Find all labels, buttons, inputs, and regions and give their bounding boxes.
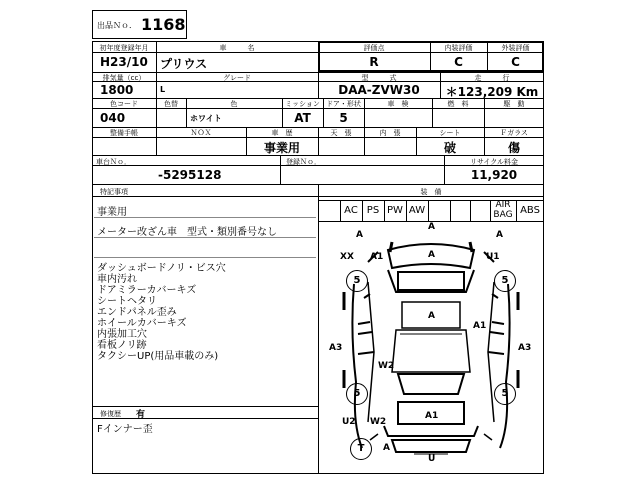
tire-rear-left: 5 bbox=[346, 383, 368, 405]
grade-header: グレード bbox=[223, 74, 251, 82]
mileage-value: ＊123,209 Km bbox=[445, 85, 539, 99]
damage-mark: A bbox=[356, 230, 363, 240]
repair-note: Fインナー歪 bbox=[97, 424, 153, 435]
damage-mark: U1 bbox=[486, 252, 500, 262]
equip-airbag: AIR BAG bbox=[493, 200, 513, 220]
chassis-no-value: -5295128 bbox=[158, 168, 222, 182]
recycle-value: 11,920 bbox=[470, 168, 518, 182]
remark-line: シートヘタリ bbox=[97, 296, 157, 307]
chassis-no-header: 車台Ｎｏ． bbox=[96, 158, 131, 166]
interior-score-header: 内装評価 bbox=[444, 44, 473, 52]
inspection-header: 車 検 bbox=[387, 100, 409, 108]
exterior-score-value: C bbox=[511, 55, 520, 69]
fuel-header: 燃 料 bbox=[447, 100, 469, 108]
remark-line: ドアミラーカバーキズ bbox=[97, 285, 197, 296]
damage-mark: A bbox=[496, 230, 503, 240]
seat-header: シート bbox=[439, 129, 461, 137]
history-value: 事業用 bbox=[263, 141, 300, 155]
mileage-header: 走 行 bbox=[474, 74, 510, 82]
color-swap-header: 色替 bbox=[164, 100, 178, 108]
glass-header: Ｆガラス bbox=[500, 129, 528, 137]
car-name-header: 車 名 bbox=[219, 44, 255, 52]
damage-mark: XX bbox=[340, 252, 354, 262]
color-value: ホワイト bbox=[190, 114, 222, 123]
model-value: DAA-ZVW30 bbox=[338, 83, 420, 97]
color-code-value: 040 bbox=[100, 111, 126, 125]
score-value: R bbox=[369, 55, 379, 69]
lot-number: 1168 bbox=[141, 15, 186, 34]
color-header: 色 bbox=[230, 100, 238, 108]
door-shape-header: ドア・形状 bbox=[326, 100, 361, 108]
interior-score-value: C bbox=[454, 55, 463, 69]
reg-no-header: 登録Ｎｏ． bbox=[286, 158, 321, 166]
equip-ac: AC bbox=[344, 205, 358, 216]
first-reg-header: 初年度登録年月 bbox=[99, 44, 149, 52]
remark-line: 看板ノリ跡 bbox=[97, 340, 147, 351]
damage-mark: A bbox=[383, 443, 390, 453]
tire-front-left: 5 bbox=[346, 270, 368, 292]
damage-mark: W2 bbox=[378, 361, 395, 371]
damage-mark: A3 bbox=[518, 343, 532, 353]
maintenance-header: 整備手帳 bbox=[110, 129, 138, 137]
damage-mark: A1 bbox=[370, 252, 384, 262]
car-name-value: プリウス bbox=[160, 57, 208, 71]
recycle-header: リサイクル料金 bbox=[469, 158, 519, 166]
remark-line: タクシーUP(用品車載のみ) bbox=[97, 351, 219, 362]
lot-box bbox=[92, 10, 187, 39]
remark-line: ダッシュボードノリ・ビス穴 bbox=[97, 263, 226, 274]
repair-history-value: 有 bbox=[136, 410, 146, 420]
damage-mark: A1 bbox=[473, 321, 487, 331]
drive-header: 駆 動 bbox=[503, 100, 525, 108]
damage-mark: A1 bbox=[425, 411, 439, 421]
interior-trim-header: 内 張 bbox=[379, 129, 401, 137]
history-header: 車 歴 bbox=[271, 129, 293, 137]
seat-value: 破 bbox=[443, 141, 456, 155]
equip-ps: PS bbox=[366, 205, 380, 216]
lot-label: 出品Ｎｏ． bbox=[97, 21, 137, 30]
repair-history-header: 修復歴 bbox=[100, 410, 121, 418]
door-shape-value: 5 bbox=[339, 111, 348, 125]
nox-header: ＮＯＸ bbox=[190, 129, 212, 137]
equip-pw: PW bbox=[387, 205, 403, 216]
damage-mark: A bbox=[428, 250, 435, 260]
damage-mark: A bbox=[428, 222, 435, 232]
remark-line: エンドパネル歪み bbox=[97, 307, 177, 318]
mission-value: AT bbox=[294, 111, 311, 125]
spare-tire: T bbox=[350, 438, 372, 460]
tire-front-right: 5 bbox=[494, 270, 516, 292]
equip-aw: AW bbox=[408, 205, 426, 216]
remark-line: 車内汚れ bbox=[97, 274, 137, 285]
remark-line: 事業用 bbox=[97, 207, 127, 218]
damage-mark: U bbox=[428, 454, 436, 464]
damage-mark: A bbox=[428, 311, 435, 321]
tire-rear-right: 5 bbox=[494, 383, 516, 405]
remark-line: メーター改ざん車 型式・類別番号なし bbox=[97, 227, 277, 238]
model-header: 型 式 bbox=[361, 74, 397, 82]
remark-line: 内張加工穴 bbox=[97, 329, 147, 340]
equip-abs: ABS bbox=[520, 205, 540, 216]
sunroof-header: 天 張 bbox=[330, 129, 352, 137]
remark-line: ホイールカバーキズ bbox=[97, 318, 187, 329]
displacement-header: 排気量（cc） bbox=[102, 74, 146, 82]
damage-mark: A3 bbox=[329, 343, 343, 353]
color-code-header: 色コード bbox=[110, 100, 138, 108]
displacement-value: 1800 bbox=[100, 83, 134, 97]
first-reg-value: H23/10 bbox=[100, 55, 148, 69]
glass-value: 傷 bbox=[507, 141, 520, 155]
grade-value: L bbox=[160, 85, 166, 94]
equipment-header: 装 備 bbox=[420, 188, 442, 196]
exterior-score-header: 外装評価 bbox=[501, 44, 530, 52]
damage-mark: W2 bbox=[370, 417, 387, 427]
mission-header: ミッション bbox=[285, 100, 320, 108]
score-header: 評価点 bbox=[363, 44, 385, 52]
damage-mark: U2 bbox=[342, 417, 356, 427]
remarks-header: 特記事項 bbox=[100, 188, 128, 196]
